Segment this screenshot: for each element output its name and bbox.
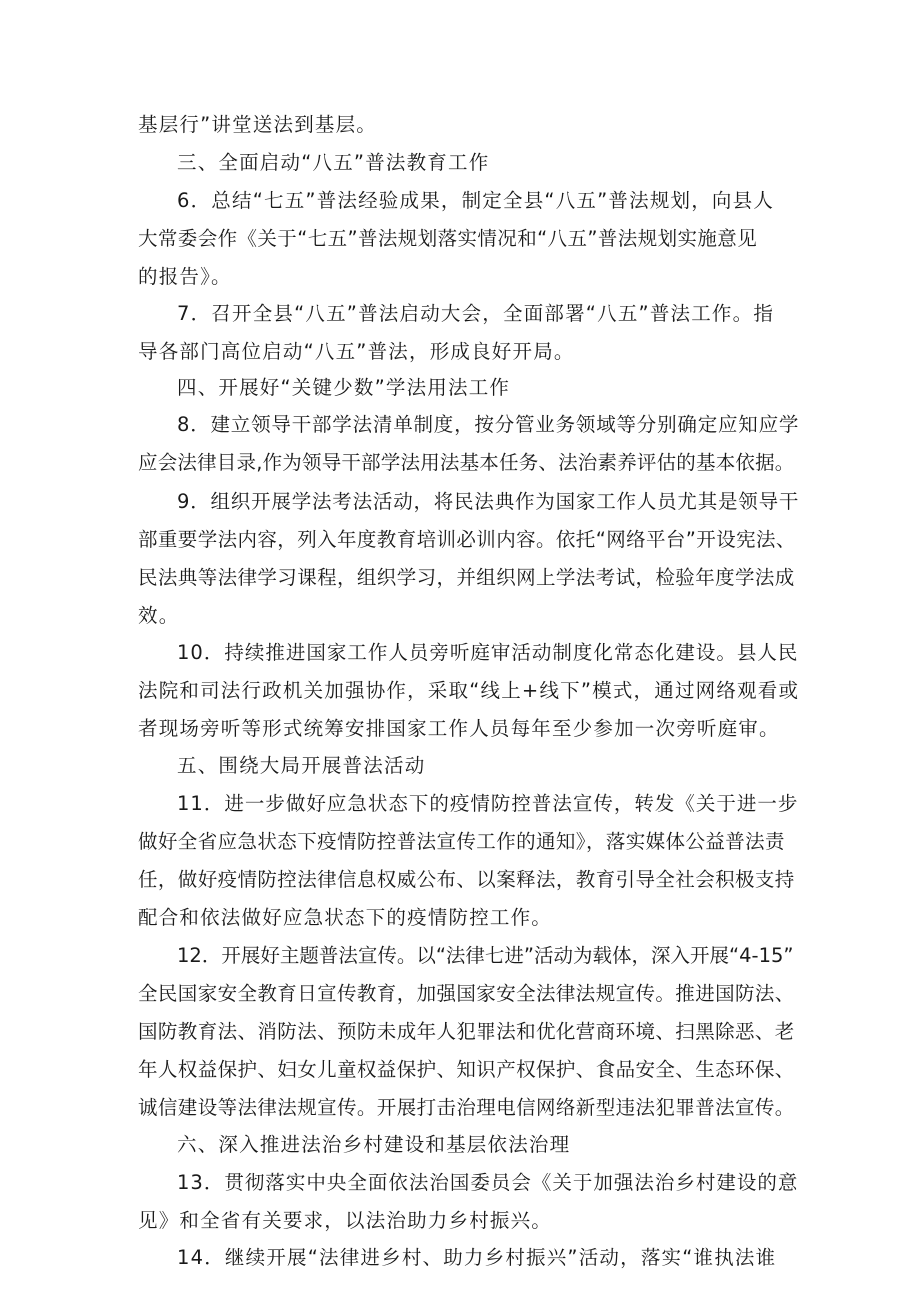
paragraph-line: 诚信建设等法律法规宣传。开展打击治理电信网络新型违法犯罪普法宣传。 [138, 1096, 795, 1119]
paragraph-line: 任，做好疫情防控法律信息权威公布、以案释法，教育引导全社会积极支持 [138, 868, 795, 891]
paragraph-line: 者现场旁听等形式统筹安排国家工作人员每年至少参加一次旁听庭审。 [138, 717, 780, 740]
paragraph-line: 10．持续推进国家工作人员旁听庭审活动制度化常态化建设。县人民 [177, 641, 799, 664]
paragraph-line: 全民国家安全教育日宣传教育，加强国家安全法律法规宣传。推进国防法、 [138, 982, 795, 1005]
paragraph-line: 7．召开全县“八五”普法启动大会，全面部署“八五”普法工作。指 [177, 302, 775, 325]
paragraph-line: 9．组织开展学法考法活动，将民法典作为国家工作人员尤其是领导干 [177, 490, 800, 513]
section-heading: 五、围绕大局开展普法活动 [177, 754, 426, 777]
paragraph-line: 导各部门高位启动“八五”普法，形成良好开局。 [138, 340, 575, 363]
paragraph-line: 大常委会作《关于“七五”普法规划落实情况和“八五”普法规划实施意见 [138, 227, 758, 250]
paragraph-line: 的报告》。 [138, 265, 232, 288]
paragraph-line: 6．总结“七五”普法经验成果，制定全县“八五”普法规划，向县人 [177, 189, 775, 212]
section-heading: 四、开展好“关键少数”学法用法工作 [177, 376, 511, 399]
section-heading: 三、全面启动“八五”普法教育工作 [177, 151, 490, 174]
paragraph-line: 14．继续开展“法律进乡村、助力乡村振兴”活动，落实“谁执法谁 [177, 1246, 777, 1269]
paragraph-line: 民法典等法律学习课程，组织学习，并组织网上学法考试，检验年度学法成 [138, 566, 795, 589]
paragraph-line: 部重要学法内容，列入年度教育培训必训内容。依托“网络平台”开设宪法、 [138, 528, 796, 551]
paragraph-line: 见》和全省有关要求，以法治助力乡村振兴。 [138, 1209, 553, 1232]
paragraph-line: 配合和依法做好应急状态下的疫情防控工作。 [138, 906, 553, 929]
paragraph-line: 国防教育法、消防法、预防未成年人犯罪法和优化营商环境、扫黑除恶、老 [138, 1020, 795, 1043]
paragraph-line: 12．开展好主题普法宣传。以“法律七进”活动为载体，深入开展“4-15” [177, 944, 794, 967]
section-heading: 六、深入推进法治乡村建设和基层依法治理 [177, 1133, 571, 1156]
paragraph-line: 基层行”讲堂送法到基层。 [138, 113, 378, 136]
paragraph-line: 11．进一步做好应急状态下的疫情防控普法宣传，转发《关于进一步 [177, 792, 799, 815]
paragraph-line: 效。 [138, 604, 180, 627]
paragraph-line: 法院和司法行政机关加强协作，采取“线上+线下”模式，通过网络观看或 [138, 679, 800, 702]
paragraph-line: 年人权益保护、妇女儿童权益保护、知识产权保护、食品安全、生态环保、 [138, 1058, 795, 1081]
paragraph-line: 做好全省应急状态下疫情防控普法宣传工作的通知》，落实媒体公益普法责 [138, 830, 785, 853]
paragraph-line: 应会法律目录,作为领导干部学法用法基本任务、法治素养评估的基本依据。 [138, 451, 795, 474]
paragraph-line: 8．建立领导干部学法清单制度，按分管业务领域等分别确定应知应学 [177, 413, 800, 436]
paragraph-line: 13．贯彻落实中央全面依法治国委员会《关于加强法治乡村建设的意 [177, 1171, 799, 1194]
